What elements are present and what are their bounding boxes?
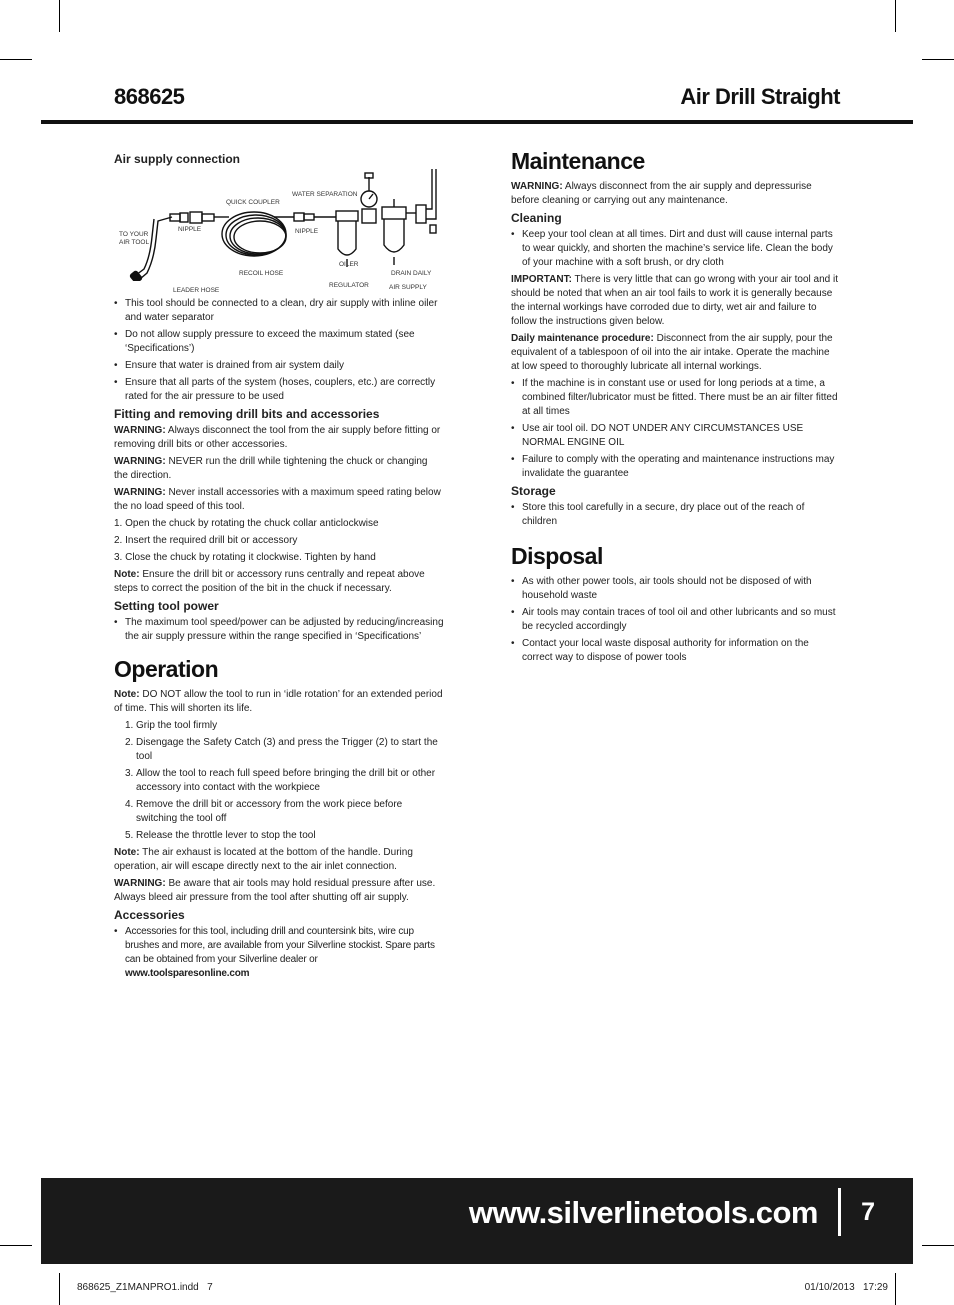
operation-note-2	[114, 846, 444, 874]
operation-heading: Operation	[114, 656, 219, 682]
air-supply-heading: Air supply connection	[114, 152, 241, 166]
accessories-bullets	[114, 925, 444, 981]
warning-label: WARNING:	[511, 181, 563, 192]
label-oiler: OILER	[339, 261, 359, 268]
list-item: • Do not allow supply pressure to exceed the maximum stated (see ‘Specifications’)	[114, 328, 444, 356]
warning-text: Always disconnect from the air supply and depressurise before cleaning or carrying out any maintenance.	[511, 181, 812, 206]
accessories-link[interactable]: www.toolsparesonline.com	[125, 968, 250, 979]
note-text: Ensure the drill bit or accessory runs centrally and repeat above steps to correct the position of the bit in the chuck if necessary.	[114, 569, 425, 594]
list-item	[125, 829, 444, 843]
list-item	[125, 719, 444, 733]
slug-filename: 868625_Z1MANPRO1.indd 7	[77, 1282, 213, 1293]
list-item	[125, 767, 444, 795]
disposal-heading: Disposal	[511, 543, 603, 569]
note-text: DO NOT allow the tool to run in ‘idle rotation’ for an extended period of time. This will shorten its life.	[114, 689, 443, 714]
step-number: 2.	[125, 737, 134, 748]
air-supply-diagram-drawing	[114, 169, 444, 281]
crop-mark	[59, 0, 60, 32]
list-item: • As with other power tools, air tools should not be disposed of with household waste	[511, 575, 839, 603]
label-to-your-air-tool: AIR TOOL	[119, 239, 150, 246]
list-item: • The maximum tool speed/power can be adjusted by reducing/increasing the air supply pressure within the range specified in ‘Specifications’	[114, 616, 444, 644]
list-item: 1. Open the chuck by rotating the chuck collar anticlockwise	[114, 518, 379, 529]
note-label: Note:	[114, 847, 140, 858]
daily-bullets	[511, 377, 839, 481]
important-label: IMPORTANT:	[511, 274, 572, 285]
list-item: • This tool should be connected to a clean, dry air supply with inline oiler and water separator	[114, 297, 444, 325]
warning-text: Always disconnect the tool from the air supply before fitting or removing drill bits or other accessories.	[114, 425, 441, 450]
list-item: • Contact your local waste disposal authority for information on the correct way to dispose of power tools	[511, 637, 839, 665]
footer-url[interactable]: www.silverlinetools.com	[468, 1195, 818, 1230]
label-quick-coupler: QUICK COUPLER	[226, 199, 280, 206]
fitting-warning-2	[114, 455, 444, 483]
page-number: 7	[861, 1198, 875, 1226]
list-item: • Failure to comply with the operating and maintenance instructions may invalidate the guarantee	[511, 453, 839, 481]
header-rule	[41, 120, 913, 124]
crop-mark	[895, 0, 896, 32]
fitting-note	[114, 568, 444, 596]
crop-mark	[0, 59, 32, 60]
cleaning-bullets	[511, 228, 839, 270]
power-bullets	[114, 616, 444, 644]
maintenance-heading: Maintenance	[511, 148, 645, 174]
warning-text: Be aware that air tools may hold residual pressure after use. Always bleed air pressure from the tool after shutting off air supply.	[114, 878, 436, 903]
crop-mark	[922, 59, 954, 60]
operation-steps	[114, 719, 444, 843]
maintenance-warning	[511, 180, 839, 208]
label-drain-daily: DRAIN DAILY	[391, 270, 432, 277]
list-item: 2. Insert the required drill bit or accessory	[114, 535, 298, 546]
warning-text: Never install accessories with a maximum speed rating below the no load speed of this tool.	[114, 487, 441, 512]
fitting-warning-3	[114, 486, 444, 514]
step-text: Release the throttle lever to stop the tool	[136, 830, 316, 841]
storage-bullets	[511, 501, 839, 529]
label-air-supply: AIR SUPPLY	[389, 284, 427, 291]
list-item: • Use air tool oil. DO NOT UNDER ANY CIRCUMSTANCES USE NORMAL ENGINE OIL	[511, 422, 839, 450]
important-text: There is very little that can go wrong with your air tool and it should be noted that when an air tool fails to work it is generally because the internal workings have corroded due to dirty, wet air and failure to follow the instructions given below.	[511, 274, 838, 327]
step-number: 4.	[125, 799, 134, 810]
fitting-steps	[114, 517, 444, 565]
label-recoil-hose: RECOIL HOSE	[239, 270, 284, 277]
step-text: Grip the tool firmly	[136, 720, 218, 731]
label-nipple-right: NIPPLE	[295, 228, 319, 235]
list-item: • Keep your tool clean at all times. Dirt and dust will cause internal parts to wear quickly, and shorten the machine’s service life. Clean the body of your machine with a soft brush, or dry cloth	[511, 228, 839, 270]
note-label: Note:	[114, 689, 140, 700]
warning-label: WARNING:	[114, 878, 166, 889]
list-item	[125, 736, 444, 764]
list-item: • If the machine is in constant use or used for long periods at a time, a combined filter/lubricator must be fitted. There must be an air filter fitted at all times	[511, 377, 839, 419]
right-column	[511, 148, 839, 668]
step-number: 1.	[125, 720, 134, 731]
list-item: 3. Close the chuck by rotating it clockwise. Tighten by hand	[114, 552, 376, 563]
accessories-text: Accessories for this tool, including drill and countersink bits, wire cup brushes and more, are available from your Silverline stockist. Spare parts can be obtained from your Silverline dealer or	[125, 926, 435, 965]
crop-mark	[59, 1273, 60, 1305]
air-supply-diagram	[114, 169, 444, 294]
daily-label: Daily maintenance procedure:	[511, 333, 654, 344]
step-text: Remove the drill bit or accessory from the work piece before switching the tool off	[136, 799, 403, 824]
fitting-warning-1	[114, 424, 444, 452]
air-supply-bullets	[114, 297, 444, 404]
accessories-heading: Accessories	[114, 908, 185, 922]
fitting-heading: Fitting and removing drill bits and accessories	[114, 407, 380, 421]
list-item: • Air tools may contain traces of tool oil and other lubricants and so must be recycled accordingly	[511, 606, 839, 634]
list-item: • Ensure that water is drained from air system daily	[114, 359, 444, 373]
note-text: The air exhaust is located at the bottom of the handle. During operation, air will escape directly next to the air inlet connection.	[114, 847, 413, 872]
crop-mark	[895, 1273, 896, 1305]
label-to-your-air-tool: TO YOUR	[119, 231, 149, 238]
step-number: 3.	[125, 768, 134, 779]
operation-note-1	[114, 688, 444, 716]
important-paragraph	[511, 273, 839, 329]
footer-divider	[838, 1188, 841, 1236]
label-leader-hose: LEADER HOSE	[173, 287, 220, 294]
list-item: • Store this tool carefully in a secure, dry place out of the reach of children	[511, 501, 839, 529]
daily-maintenance-paragraph	[511, 332, 839, 374]
note-label: Note:	[114, 569, 140, 580]
label-regulator: REGULATOR	[329, 282, 369, 289]
list-item	[125, 798, 444, 826]
page-title: Air Drill Straight	[680, 84, 840, 109]
cleaning-heading: Cleaning	[511, 211, 562, 225]
label-water-separation: WATER SEPARATION	[292, 191, 358, 198]
warning-label: WARNING:	[114, 487, 166, 498]
footer-bar	[41, 1178, 913, 1264]
crop-mark	[922, 1245, 954, 1246]
product-code: 868625	[114, 84, 185, 109]
warning-text: NEVER run the drill while tightening the chuck or changing the direction.	[114, 456, 428, 481]
power-heading: Setting tool power	[114, 599, 219, 613]
list-item	[114, 925, 444, 981]
storage-heading: Storage	[511, 484, 556, 498]
disposal-bullets	[511, 575, 839, 665]
label-nipple-left: NIPPLE	[178, 226, 202, 233]
step-number: 5.	[125, 830, 134, 841]
daily-text: Disconnect from the air supply, pour the equivalent of a tablespoon of oil into the air intake. Operate the machine at low speed to thoroughly lubricate all internal workings.	[511, 333, 833, 372]
slug-date: 01/10/2013 17:29	[804, 1282, 888, 1293]
warning-label: WARNING:	[114, 456, 166, 467]
left-column	[114, 152, 444, 984]
warning-label: WARNING:	[114, 425, 166, 436]
operation-warning	[114, 877, 444, 905]
list-item: • Ensure that all parts of the system (hoses, couplers, etc.) are correctly rated for the air pressure to be used	[114, 376, 444, 404]
step-text: Disengage the Safety Catch (3) and press the Trigger (2) to start the tool	[136, 737, 438, 762]
step-text: Allow the tool to reach full speed before bringing the drill bit or other accessory into contact with the workpiece	[136, 768, 436, 793]
crop-mark	[0, 1245, 32, 1246]
